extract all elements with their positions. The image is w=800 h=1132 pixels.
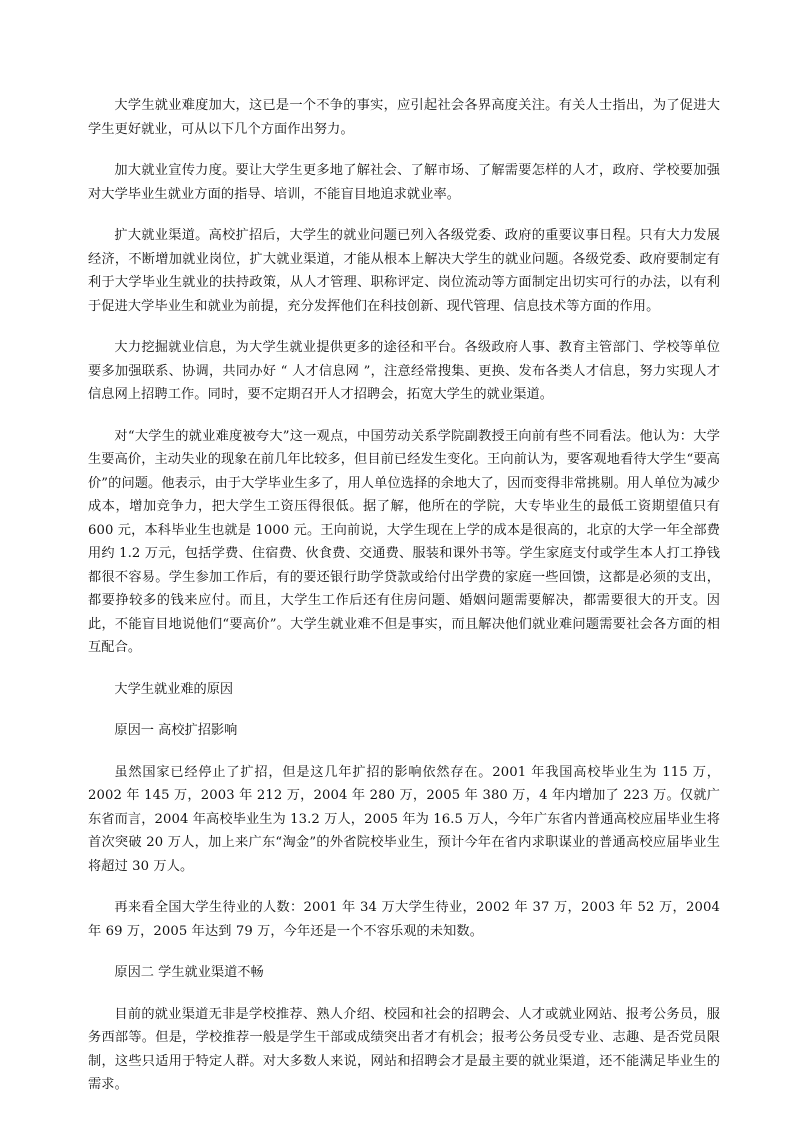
subheading-cause-one: 原因一 高校扩招影响	[114, 723, 238, 738]
paragraph-unemployment: 再来看全国大学生待业的人数：2001 年 34 万大学生待业，2002 年 37 万，2003 年 52 万，2004 年 69 万，2005 年达到 79 万，今年还是一个不容乐观的未知数。	[88, 900, 720, 939]
paragraph-information: 大力挖掘就业信息，为大学生就业提供更多的途径和平台。各级政府人事、教育主管部门、学校等单位要多加强联系、协调，共同办好 “ 人才信息网 ”，注意经常搜集、更换、发布各类人才信息，努力实现人才信息网上招聘工作。同时，要不定期召开人才招聘会，拓宽大学生的就业渠道。	[88, 340, 720, 402]
document-body	[88, 94, 720, 1115]
paragraph-channels: 扩大就业渠道。高校扩招后，大学生的就业问题已列入各级党委、政府的重要议事日程。只有大力发展经济，不断增加就业岗位，扩大就业渠道，才能从根本上解决大学生的就业问题。各级党委、政府要制定有利于大学毕业生就业的扶持政策，从人才管理、职称评定、岗位流动等方面制定出切实可行的办法，以有利于促进大学毕业生和就业为前提，充分发挥他们在科技创新、现代管理、信息技术等方面的作用。	[88, 228, 720, 314]
paragraph-publicity: 加大就业宣传力度。要让大学生更多地了解社会、了解市场、了解需要怎样的人才，政府、学校要加强对大学毕业生就业方面的指导、培训，不能盲目地追求就业率。	[88, 163, 720, 202]
section-heading-causes: 大学生就业难的原因	[114, 681, 234, 697]
paragraph-job-channels: 目前的就业渠道无非是学校推荐、熟人介绍、校园和社会的招聘会、人才或就业网站、报考公务员，服务西部等。但是，学校推荐一般是学生干部或成绩突出者才有机会；报考公务员受专业、志趣、是否党员限制，这些只适用于特定人群。对大多数人来说，网站和招聘会才是最主要的就业渠道，还不能满足毕业生的需求。	[88, 1006, 720, 1092]
paragraph-intro: 大学生就业难度加大，这已是一个不争的事实，应引起社会各界高度关注。有关人士指出，为了促进大学生更好就业，可从以下几个方面作出努力。	[88, 98, 720, 137]
paragraph-opinion: 对“大学生的就业难度被夸大”这一观点，中国劳动关系学院副教授王向前有些不同看法。他认为：大学生要高价，主动失业的现象在前几年比较多，但目前已经发生变化。王向前认为，要客观地看待大学生“要高价”的问题。他表示，由于大学毕业生多了，用人单位选择的余地大了，因而变得非常挑剔。用人单位为减少成本，增加竞争力，把大学生工资压得很低。据了解，他所在的学院，大专毕业生的最低工资期望值只有 600 元，本科毕业生也就是 1000 元。王向前说，大学生现在上学的成本是很高的，北京的大学一年全部费用约 1.2 万元，包括学费、住宿费、伙食费、交通费、服装和课外书等。学生家庭支付或学生本人打工挣钱都很不容易。学生参加工作后，有的要还银行助学贷款或给付出学费的家庭一些回馈，这都是必须的支出，都要挣较多的钱来应付。而且，大学生工作后还有住房问题、婚姻问题需要解决，都需要很大的开支。因此，不能盲目地说他们“要高价”。大学生就业难不但是事实，而且解决他们就业难问题需要社会各方面的相互配合。	[88, 428, 720, 655]
subheading-cause-two: 原因二 学生就业渠道不畅	[114, 965, 264, 980]
paragraph-enrollment: 虽然国家已经停止了扩招，但是这几年扩招的影响依然存在。2001 年我国高校毕业生为 115 万，2002 年 145 万，2003 年 212 万，2004 年 280 万，2005 年 380 万，4 年内增加了 223 万。仅就广东省而言，2004 年高校毕业生为 13.2 万人，2005 年为 16.5 万人，今年广东省内普通高校应届毕业生将首次突破 20 万人，加上来广东“淘金”的外省院校毕业生，预计今年在省内求职谋业的普通高校应届毕业生将超过 30 万人。	[88, 764, 720, 874]
